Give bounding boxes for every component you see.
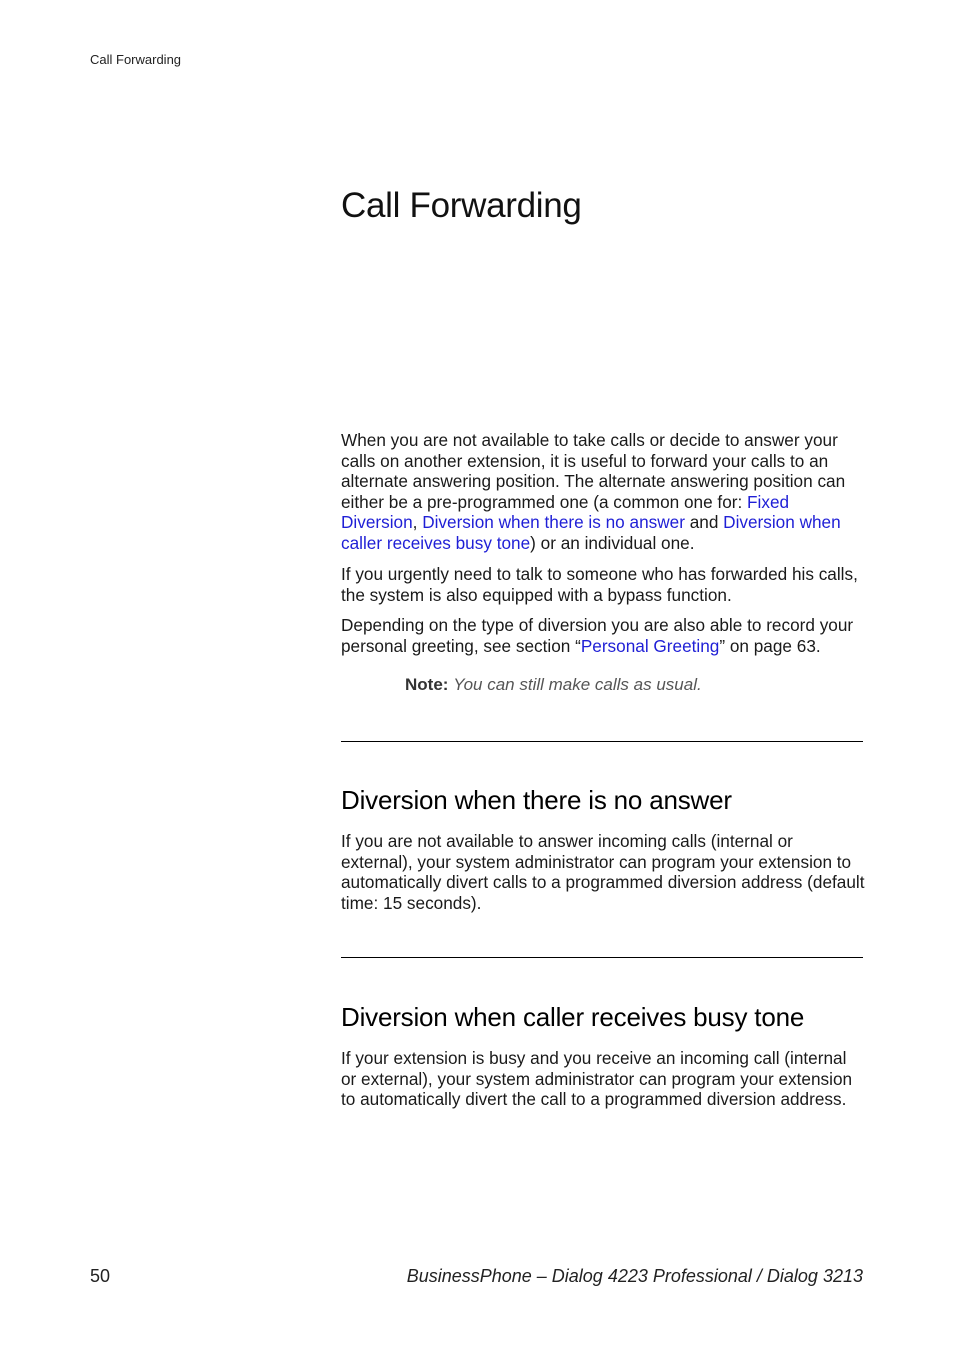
note-label: Note: — [405, 675, 449, 694]
section-divider — [341, 957, 863, 958]
section-divider — [341, 741, 863, 742]
running-header: Call Forwarding — [90, 52, 182, 67]
link-fixed-diversion[interactable]: Fixed Diversion — [341, 491, 790, 533]
section-body-no-answer: If you are not available to answer incoming calls (internal or external), your system administrator can program your extension to automatically divert calls to a programmed diversion address (default time: 15 seconds). — [341, 831, 865, 913]
link-diversion-no-answer[interactable]: Diversion when there is no answer — [422, 512, 685, 533]
section-heading-busy-tone: Diversion when caller receives busy tone — [341, 1002, 805, 1032]
intro-text: When you are not available to take calls or decide to answer your calls on another extension, it is useful to forward your calls to an alternate answering position. The alternate answering position can either be a pre-programmed one (a common one for: — [341, 430, 846, 512]
link-personal-greeting[interactable]: Personal Greeting — [580, 635, 720, 656]
note-text: You can still make calls as usual. — [453, 675, 702, 694]
bypass-paragraph: If you urgently need to talk to someone who has forwarded his calls, the system is also equipped with a bypass function. — [341, 564, 858, 605]
greeting-text-end: ” on page 63. — [719, 635, 821, 656]
note — [405, 675, 702, 695]
intro-text-end: ) or an individual one. — [530, 532, 695, 553]
link-diversion-busy-tone[interactable]: Diversion when caller receives busy tone — [341, 512, 841, 553]
section-body-busy-tone: If your extension is busy and you receive an incoming call (internal or external), your system administrator can program your extension to automatically divert the call to a programmed diversion address. — [341, 1048, 853, 1110]
intro-separator: , — [412, 512, 423, 533]
section-heading-no-answer: Diversion when there is no answer — [341, 785, 732, 815]
intro-paragraph — [341, 430, 866, 554]
page-title: Call Forwarding — [341, 186, 582, 225]
footer-doc-title: BusinessPhone – Dialog 4223 Professional / Dialog 3213 — [406, 1266, 863, 1286]
page-number: 50 — [90, 1266, 111, 1286]
greeting-text: Depending on the type of diversion you are also able to record your personal greeting, see section “ — [341, 615, 854, 656]
greeting-paragraph — [341, 615, 866, 656]
intro-separator: and — [684, 512, 724, 533]
